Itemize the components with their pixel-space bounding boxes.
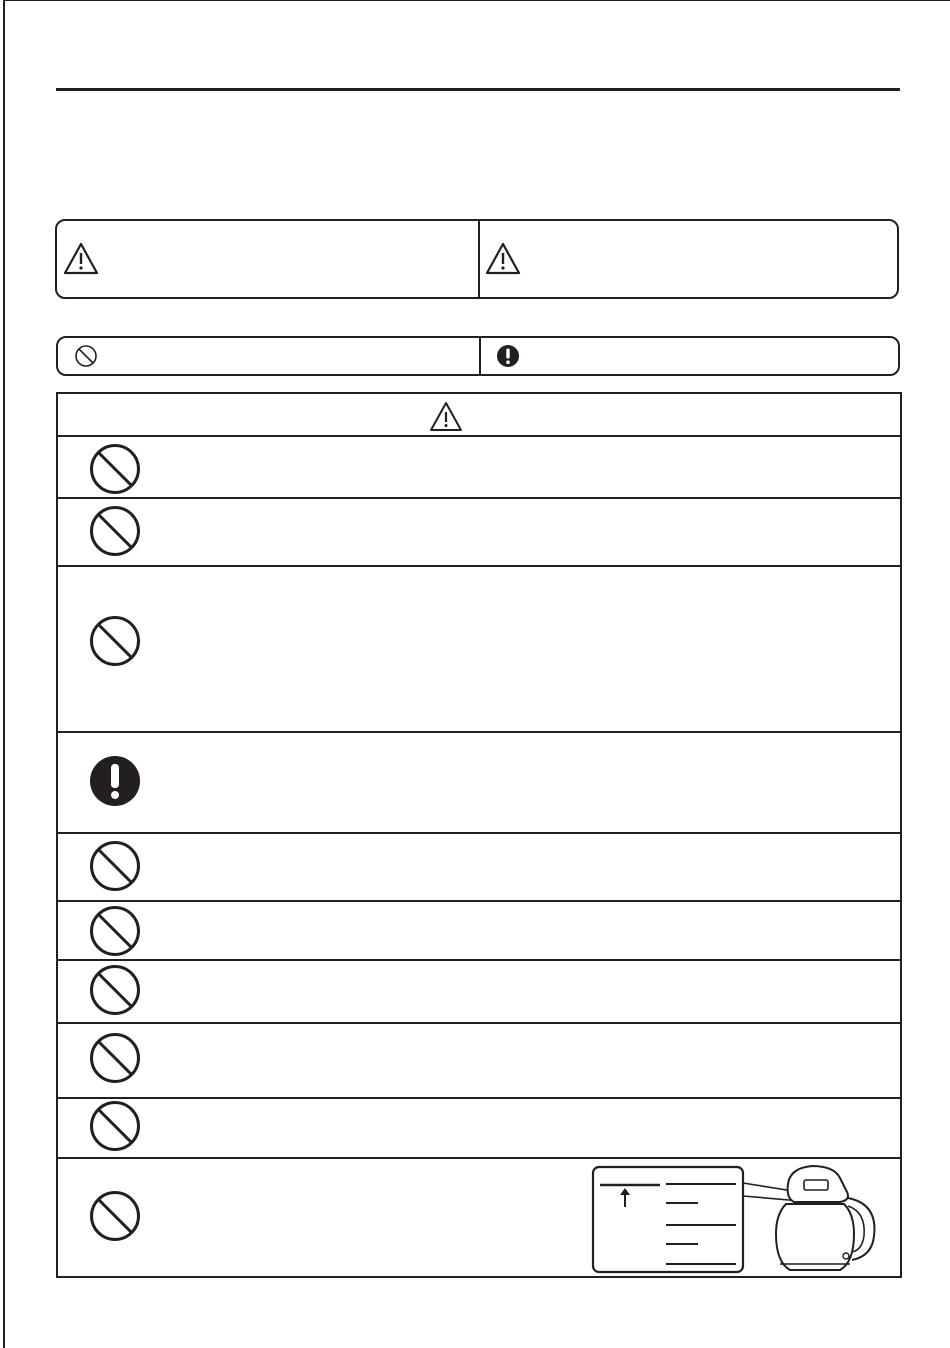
table-row-divider (58, 832, 900, 834)
header-rule (56, 88, 900, 91)
hazard-level-legend (55, 219, 899, 299)
legend-divider (478, 221, 480, 297)
prohibited-circle-icon (89, 1100, 141, 1152)
prohibited-circle-icon (89, 615, 141, 667)
prohibited-circle-icon (89, 443, 141, 495)
warning-table (56, 392, 902, 1278)
prohibited-circle-icon (89, 1190, 141, 1242)
kettle-water-level-illustration (590, 1164, 890, 1276)
symbol-legend (56, 336, 900, 376)
symbol-divider (479, 338, 481, 374)
page-edge-top (3, 0, 950, 1)
prohibited-circle-icon (89, 964, 141, 1016)
page-edge-left (3, 0, 5, 1348)
mandatory-exclamation-icon (496, 344, 520, 368)
prohibited-circle-icon (74, 344, 98, 368)
warning-triangle-icon (485, 241, 521, 277)
table-row-divider (58, 900, 900, 902)
table-row-divider (58, 435, 900, 437)
prohibited-circle-icon (89, 505, 141, 557)
warning-triangle-icon (63, 241, 99, 277)
warning-triangle-icon (429, 401, 463, 433)
prohibited-circle-icon (89, 840, 141, 892)
table-row-divider (58, 731, 900, 733)
table-row-divider (58, 959, 900, 961)
prohibited-circle-icon (89, 1032, 141, 1084)
table-row-divider (58, 565, 900, 567)
table-row-divider (58, 1022, 900, 1024)
table-row-divider (58, 1097, 900, 1099)
prohibited-circle-icon (89, 905, 141, 957)
table-row-divider (58, 497, 900, 499)
mandatory-exclamation-icon (89, 755, 141, 807)
table-row-divider (58, 1157, 900, 1159)
